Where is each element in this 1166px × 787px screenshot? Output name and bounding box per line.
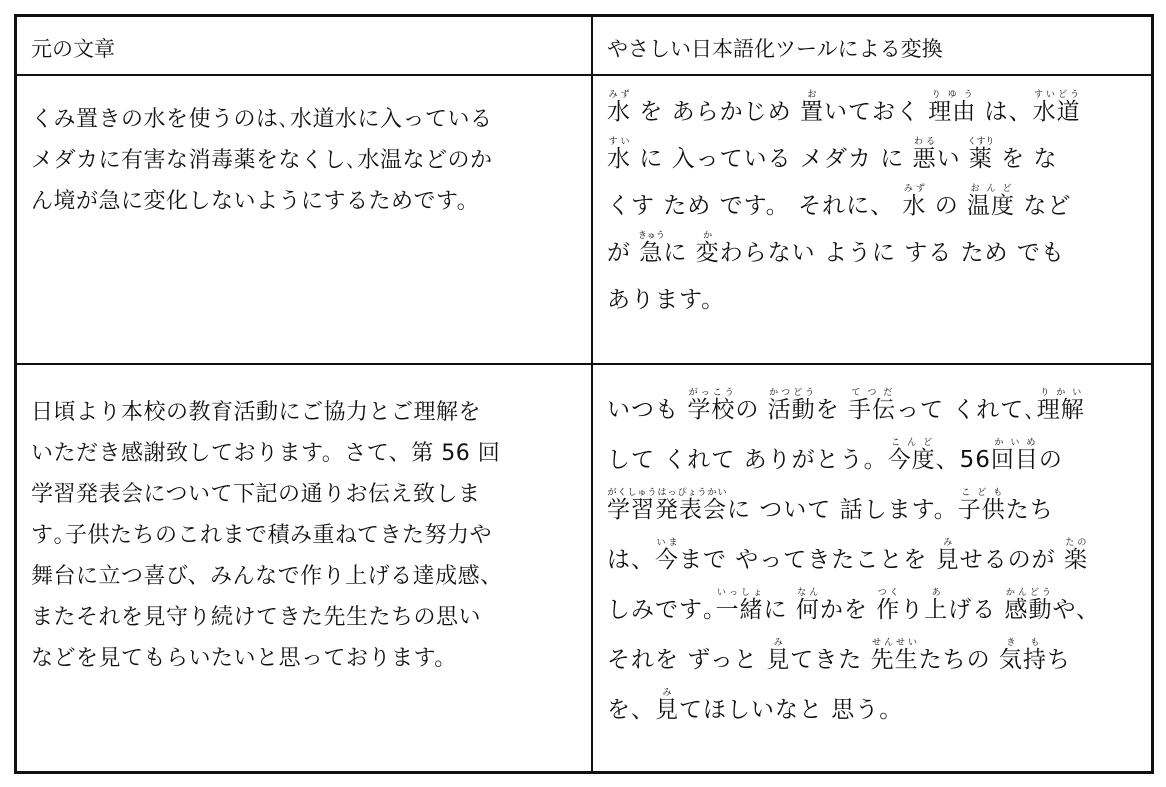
furigana-reading: たの [1063, 538, 1088, 548]
original-line: いただき感謝致しております。さて、第 56 回 [31, 441, 501, 466]
furigana-reading: すいどう [1032, 90, 1081, 100]
converted-line: 水みず を あらかじめ 置おいておく 理由りゆう は、水道すいどう [607, 90, 1081, 125]
furigana-word: 水みず [607, 90, 631, 125]
header-original: 元の文章 [31, 37, 115, 61]
furigana-reading: おんど [967, 184, 1016, 194]
furigana-word: 作つく [876, 588, 901, 623]
column-divider [591, 17, 593, 771]
furigana-reading: わる [912, 137, 937, 147]
original-line: またそれを見守り続けてきた先生たちの思い [31, 605, 482, 630]
furigana-reading: お [799, 90, 824, 100]
furigana-word: 理解りかい [1036, 388, 1085, 423]
furigana-word: 見み [935, 538, 960, 573]
furigana-reading: つく [876, 588, 901, 598]
furigana-reading: がっこう [687, 388, 736, 398]
furigana-word: 理由りゆう [928, 90, 977, 125]
furigana-reading: せんせい [870, 638, 919, 648]
furigana-reading: みず [607, 90, 631, 100]
furigana-word: 先生せんせい [870, 638, 919, 673]
furigana-word: 回目かいめ [990, 438, 1039, 473]
original-line: メダカに有害な消毒薬をなくし､水温などのか [31, 148, 493, 173]
furigana-reading: てつだ [847, 388, 896, 398]
furigana-reading: なん [795, 588, 820, 598]
furigana-reading: りゆう [928, 90, 977, 100]
furigana-reading: あ [924, 588, 949, 598]
furigana-word: 今いま [655, 538, 679, 573]
furigana-word: 悪わる [912, 137, 937, 172]
furigana-word: 学習発表会がくしゅうはっぴょうかい [607, 488, 727, 523]
furigana-word: 温度おんど [967, 184, 1016, 219]
furigana-word: 急きゅう [637, 231, 665, 266]
furigana-word: 水道すいどう [1032, 90, 1081, 125]
furigana-word: 上あ [924, 588, 949, 623]
converted-line: を、見みてほしいなと 思う。 [607, 688, 904, 723]
furigana-word: 子供こども [957, 488, 1006, 523]
furigana-word: 何なん [795, 588, 820, 623]
original-line: す｡子供たちのこれまで積み重ねてきた努力や [31, 523, 492, 548]
original-line: 舞台に立つ喜び、みんなで作り上げる達成感、 [31, 564, 503, 589]
furigana-reading: こんど [887, 438, 936, 448]
converted-line: 水すい に 入っている メダカ に 悪わるい 薬くすり を な [607, 137, 1058, 172]
converted-line: いつも 学校がっこうの 活動かつどうを 手伝てつだって くれて､理解りかい [607, 388, 1085, 423]
furigana-reading: かいめ [990, 438, 1039, 448]
furigana-word: 水すい [607, 137, 631, 172]
furigana-reading: がくしゅうはっぴょうかい [607, 488, 727, 498]
converted-line: して くれて ありがとう。今度こんど、56回目かいめの [607, 438, 1063, 473]
original-line: 学習発表会について下記の通りお伝え致しま [31, 482, 481, 507]
original-line: ん境が急に変化しないようにするためです。 [31, 189, 480, 214]
header-converted: やさしい日本語化ツールによる変換 [607, 37, 943, 61]
original-line: などを見てもらいたいと思っております。 [31, 646, 457, 671]
furigana-reading: すい [607, 137, 631, 147]
furigana-reading: み [935, 538, 960, 548]
converted-line: は、今いままで やってきたことを 見みせるのが 楽たの [607, 538, 1088, 573]
converted-line: くす ため です。 それに、 水みず の 温度おんど など [607, 184, 1072, 219]
row-divider [17, 363, 1151, 365]
furigana-word: 今度こんど [887, 438, 936, 473]
converted-text-row-2 [607, 385, 1100, 735]
furigana-word: 活動かつどう [767, 388, 816, 423]
furigana-reading: かんどう [1004, 588, 1053, 598]
furigana-word: 感動かんどう [1004, 588, 1053, 623]
furigana-reading: いっしょ [715, 588, 764, 598]
furigana-reading: くすり [967, 137, 995, 147]
furigana-reading: きも [998, 638, 1047, 648]
converted-line: が 急きゅうに 変かわらない ように する ため でも [607, 231, 1065, 266]
furigana-reading: かつどう [767, 388, 816, 398]
furigana-word: 見み [655, 688, 679, 723]
furigana-word: 変か [695, 231, 720, 266]
converted-line: それを ずっと 見みてきた 先生せんせいたちの 気持きもち [607, 638, 1071, 673]
furigana-reading: きゅう [637, 231, 665, 241]
furigana-word: 手伝てつだ [847, 388, 896, 423]
original-text-row-2 [31, 392, 503, 679]
converted-line: しみです｡一緒いっしょに 何なんかを 作つくり上あげる 感動かんどうや、 [607, 588, 1100, 623]
furigana-reading: か [695, 231, 720, 241]
furigana-reading: み [655, 688, 679, 698]
furigana-word: 楽たの [1063, 538, 1088, 573]
comparison-table [14, 14, 1154, 774]
header-divider [17, 74, 1151, 76]
furigana-word: 一緒いっしょ [715, 588, 764, 623]
furigana-reading: りかい [1036, 388, 1085, 398]
furigana-word: 置お [799, 90, 824, 125]
furigana-word: 薬くすり [967, 137, 995, 172]
converted-line: 学習発表会がくしゅうはっぴょうかいに ついて 話します。子供こどもたち [607, 488, 1054, 523]
furigana-word: 見み [766, 638, 791, 673]
converted-text-row-1 [607, 89, 1081, 324]
furigana-reading: いま [655, 538, 679, 548]
furigana-reading: こども [957, 488, 1006, 498]
furigana-reading: みず [902, 184, 927, 194]
converted-line: あります。 [607, 287, 726, 313]
furigana-word: 気持きも [998, 638, 1047, 673]
furigana-reading: み [766, 638, 791, 648]
original-line: くみ置きの水を使うのは､水道水に入っている [31, 107, 493, 132]
original-line: 日頃より本校の教育活動にご協力とご理解を [31, 400, 482, 425]
furigana-word: 水みず [902, 184, 927, 219]
original-text-row-1 [31, 99, 493, 222]
furigana-word: 学校がっこう [687, 388, 736, 423]
